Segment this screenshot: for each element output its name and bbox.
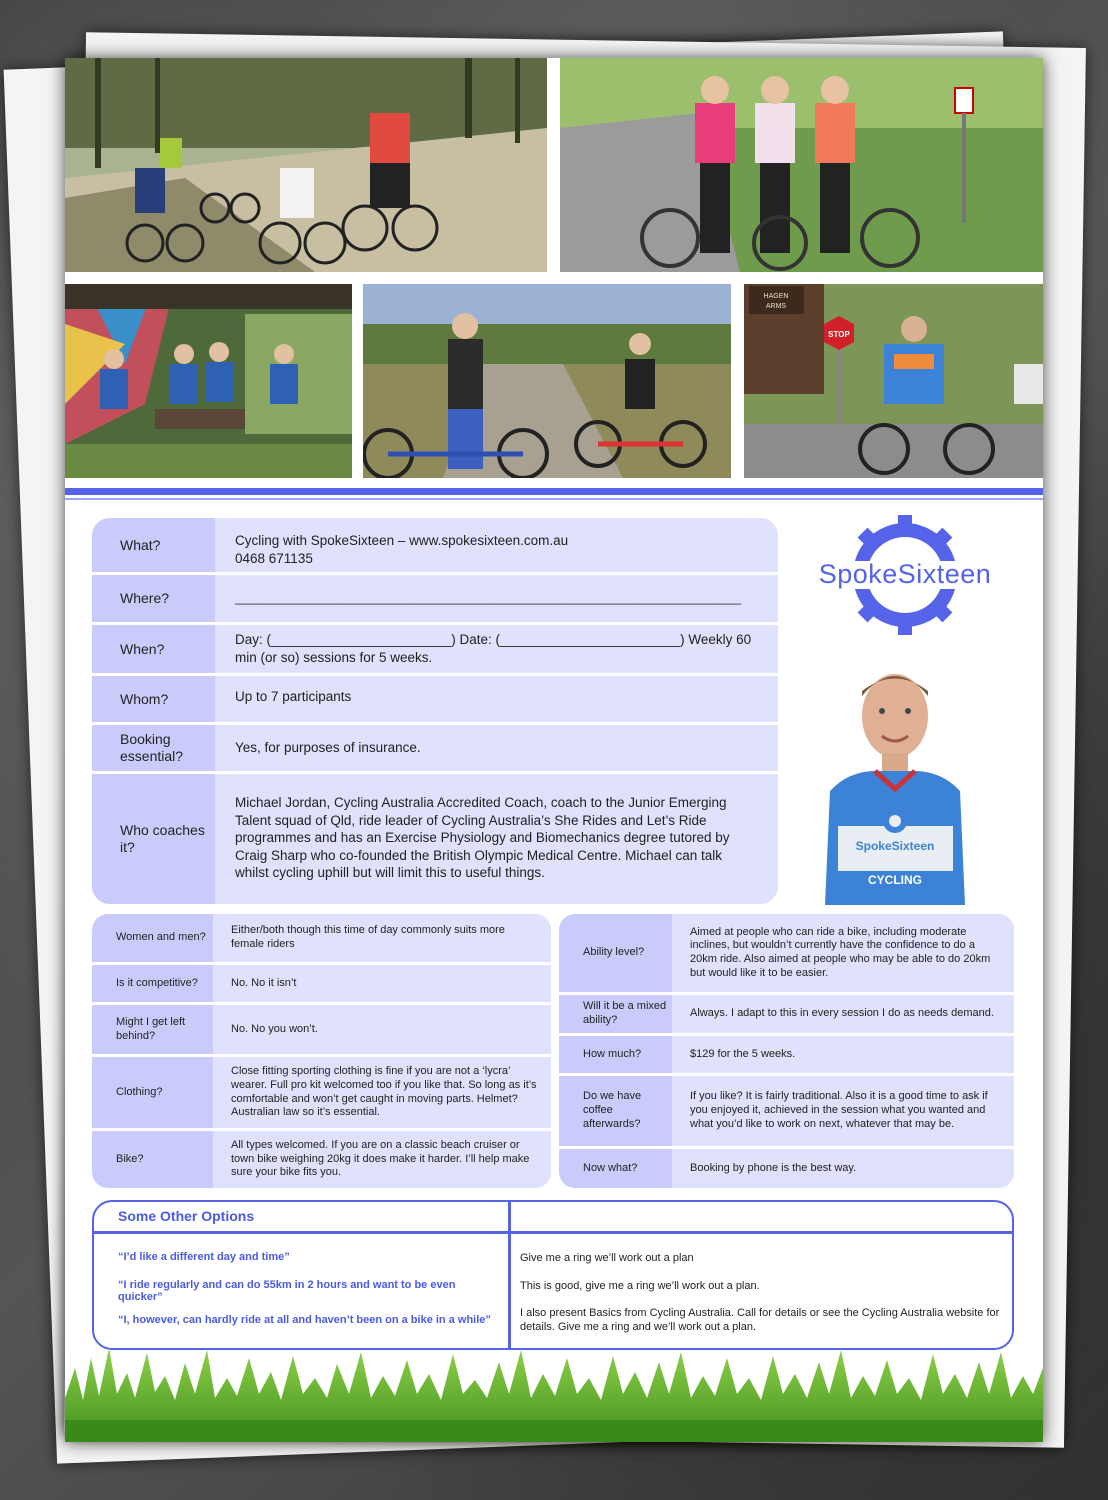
row-value: No. No it isn’t (213, 965, 551, 1002)
row-label: How much? (583, 1047, 642, 1060)
table-row (92, 725, 778, 771)
options-title: Some Other Options (118, 1208, 255, 1224)
table-row (92, 625, 778, 673)
option-answer: I also present Basics from Cycling Australia. Call for details or see the Cycling Australia website for details. Give me a ring and we’ll work out a plan. (520, 1307, 1000, 1334)
option-question: “I, however, can hardly ride at all and haven’t been on a bike in a while” (118, 1314, 491, 1326)
row-value: Yes, for purposes of insurance. (215, 725, 778, 771)
option-answer: This is good, give me a ring we’ll work out a plan. (520, 1280, 760, 1292)
table-row (92, 914, 551, 962)
table-row (92, 774, 778, 904)
table-row (559, 1149, 1014, 1188)
row-value: Up to 7 participants (215, 676, 778, 722)
svg-text:ARMS: ARMS (765, 303, 787, 310)
table-row (92, 1005, 551, 1054)
where-blank-line (215, 575, 778, 622)
row-label: Women and men? (116, 931, 206, 944)
svg-text:HAGEN: HAGEN (763, 293, 789, 300)
row-label: Now what? (583, 1161, 638, 1174)
row-value: Michael Jordan, Cycling Australia Accredited Coach, coach to the Junior Emerging Talent squad of Qld, ride leader of Cycling Australia’s She Rides and Let’s Ride programmes and has an Exercise Physiology and Biomechanics degree tutored by Craig Sharp who co-founded the British Olympic Medical Centre. Michael can talk whilst cycling uphill but will limit this to useful things. (215, 774, 778, 904)
faq-table-left (92, 914, 551, 1188)
table-row (559, 1076, 1014, 1146)
row-label: Who coaches it? (92, 774, 212, 904)
row-value: Always. I adapt to this in every session I do as needs demand. (672, 995, 1014, 1033)
row-label: Will it be a mixed ability? (583, 1000, 667, 1026)
photo-field-riders (363, 284, 731, 478)
row-value: All types welcomed. If you are on a classic beach cruiser or town bike weighing 20kg it does make it harder. I’ll help make sure your bike fits you. (213, 1131, 551, 1188)
table-row (92, 518, 778, 572)
row-value: Day: (________________________) Date: (________________________) Weekly 60 min (or so) sessions for 5 weeks. (215, 625, 778, 673)
row-value: Either/both though this time of day commonly suits more female riders (213, 914, 551, 962)
photo-three-riders (560, 58, 1043, 272)
table-row (559, 914, 1014, 992)
phone-number: 0468 671135 (235, 550, 313, 566)
table-row (92, 965, 551, 1002)
table-row (92, 1131, 551, 1188)
row-value: Booking by phone is the best way. (672, 1149, 1014, 1188)
what-text: Cycling with SpokeSixteen – www.spokesixteen.com.au (235, 533, 569, 548)
flyer-sheet (65, 58, 1043, 1442)
row-label: When? (92, 625, 212, 673)
row-label: Clothing? (116, 1085, 163, 1098)
row-label: What? (92, 518, 212, 572)
stop-sign-text: STOP (828, 330, 850, 339)
photo-group-riding (65, 58, 547, 272)
row-label: Is it competitive? (116, 976, 198, 989)
option-question: “I’d like a different day and time” (118, 1251, 290, 1263)
options-header-line (94, 1231, 1012, 1234)
table-row (92, 1057, 551, 1128)
row-label: Might I get left behind? (116, 1015, 186, 1042)
grass-decoration (65, 1328, 1043, 1442)
row-label: Where? (92, 575, 212, 622)
row-label: Bike? (116, 1152, 144, 1165)
row-value: No. No you won’t. (213, 1005, 551, 1054)
faq-table-right (559, 914, 1014, 1188)
row-value: $129 for the 5 weeks. (672, 1036, 1014, 1073)
logo-text: SpokeSixteen (818, 559, 992, 589)
jersey-word: CYCLING (868, 873, 922, 887)
table-row (559, 995, 1014, 1033)
option-question: “I ride regularly and can do 55km in 2 hours and want to be even quicker” (118, 1279, 456, 1303)
row-value: Aimed at people who can ride a bike, including moderate inclines, but wouldn’t currently have the confidence to do a 20km ride. Also aimed at people who may be able to do 20km but would like it to be easier. (672, 914, 1014, 992)
row-value: Close fitting sporting clothing is fine if you are not a ‘lycra’ wearer. Full pro kit welcomed too if you like that. So long as it’s comfortable and won’t get caught in moving parts. Helmet? Australian law so it’s essential. (213, 1057, 551, 1128)
row-label: Ability level? (583, 946, 645, 959)
divider-rule-thin (65, 498, 1043, 500)
options-column-line (508, 1202, 511, 1348)
table-row (92, 676, 778, 722)
photo-cafe-group (65, 284, 352, 478)
row-label: Do we have coffee afterwards? (583, 1090, 642, 1130)
main-info-table (92, 518, 778, 904)
row-value (215, 518, 778, 572)
coach-portrait (820, 661, 970, 905)
divider-rule (65, 488, 1043, 495)
option-answer: Give me a ring we’ll work out a plan (520, 1252, 694, 1264)
row-label: Whom? (92, 676, 212, 722)
photo-coach-riding (744, 284, 1043, 478)
spokesixteen-logo (800, 515, 1010, 635)
table-row (92, 575, 778, 622)
jersey-brand: SpokeSixteen (855, 839, 935, 853)
row-label: Booking essential? (92, 725, 212, 771)
table-row (559, 1036, 1014, 1073)
row-value: If you like? It is fairly traditional. Also it is a good time to ask if you enjoyed it, achieved in the session what you wanted and what you’d like to work on next, whatever that may be. (672, 1076, 1014, 1146)
where-line: ______________________________________________________________________ (235, 590, 742, 606)
